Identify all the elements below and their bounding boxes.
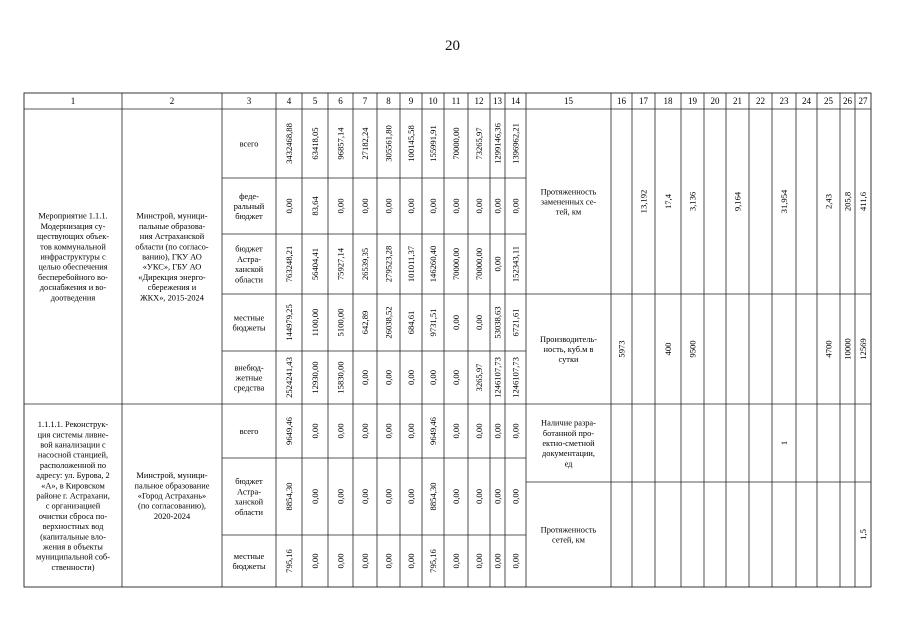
- funding-source-label: Астра-: [236, 487, 262, 497]
- funding-source-label: феде-: [239, 191, 259, 201]
- funding-source-label: бюджет: [235, 212, 263, 222]
- budget-value: 8854,30: [428, 482, 438, 511]
- indicator-label: ботанной про-: [542, 428, 595, 438]
- column-number: 18: [663, 96, 673, 106]
- budget-value: 15830,00: [335, 361, 346, 394]
- budget-value: 56404,41: [310, 247, 320, 281]
- budget-value: 795,16: [284, 549, 294, 573]
- funding-source-label: местные: [233, 313, 265, 323]
- measure-text: насосной станцией,: [37, 450, 109, 460]
- budget-value: 0,00: [360, 423, 370, 439]
- funding-source-label: бюджет: [235, 477, 263, 487]
- budget-value: 0,00: [474, 314, 484, 331]
- indicator-label: ность, куб.м в: [543, 345, 594, 354]
- column-number: 21: [733, 96, 742, 106]
- budget-value: 100145,58: [406, 125, 416, 162]
- budget-value: 1246107,73: [510, 357, 521, 398]
- executor-text: области (по согласо-: [135, 242, 209, 252]
- budget-value: 0,00: [428, 198, 438, 214]
- budget-value: 146260,40: [428, 245, 438, 283]
- budget-value: 1299146,36: [492, 123, 503, 164]
- budget-value: 73265,97: [474, 127, 484, 160]
- column-number: 11: [451, 96, 461, 106]
- budget-value: 0,00: [383, 488, 394, 505]
- funding-source-label: ральный: [233, 202, 265, 211]
- budget-value: 0,00: [310, 553, 320, 569]
- indicator-label: сутки: [558, 355, 579, 365]
- budget-value: 53038,63: [492, 306, 503, 339]
- budget-value: 9731,51: [428, 308, 438, 337]
- budget-value: 70000,00: [451, 127, 461, 160]
- budget-value: 75927,14: [335, 247, 346, 281]
- budget-value: 0,00: [406, 488, 416, 505]
- budget-value: 96857,14: [335, 127, 346, 160]
- measure-text: ственности): [51, 562, 95, 572]
- funding-source-label: всего: [239, 427, 259, 436]
- budget-value: 0,00: [383, 198, 394, 214]
- executor-text: ванию), ГКУ АО: [142, 252, 202, 262]
- budget-value: 0,00: [451, 198, 461, 214]
- budget-value: 27182,24: [360, 127, 370, 160]
- column-number: 17: [639, 96, 648, 106]
- column-number: 15: [564, 96, 573, 106]
- budget-value: 26038,52: [383, 306, 394, 339]
- column-number: 27: [858, 96, 868, 106]
- budget-value: 0,00: [406, 198, 416, 214]
- funding-source-label: местные: [233, 551, 265, 561]
- column-number: 14: [511, 96, 520, 106]
- indicator-value: 411,6: [858, 191, 868, 212]
- funding-source-label: жетные: [235, 373, 263, 383]
- budget-value: 642,89: [360, 310, 370, 335]
- measure-text: Модернизация су-: [40, 221, 106, 231]
- budget-value: 0,00: [360, 553, 370, 569]
- executor-text: Минстрой, муници-: [136, 211, 208, 221]
- funding-source-label: Астра-: [236, 254, 262, 264]
- budget-value: 0,00: [510, 553, 521, 569]
- budget-value: 0,00: [360, 198, 370, 214]
- budget-value: 0,00: [406, 369, 416, 386]
- measure-text: «А», в Кировском: [41, 481, 105, 491]
- indicator-value: 400: [663, 342, 673, 356]
- budget-value: 1100,00: [310, 308, 320, 337]
- column-number: 25: [824, 96, 833, 106]
- budget-value: 0,00: [428, 369, 438, 386]
- budget-value: 83,64: [310, 196, 320, 216]
- executor-text: пальное образование: [134, 481, 210, 491]
- executor-text: (по согласованию),: [138, 501, 206, 511]
- column-number: 12: [474, 96, 484, 106]
- executor-text: пальные образова-: [138, 221, 206, 231]
- budget-value: 5100,00: [335, 308, 346, 337]
- budget-value: 0,00: [284, 198, 294, 214]
- funding-source-label: всего: [239, 139, 259, 149]
- column-number: 8: [386, 96, 391, 106]
- budget-value: 0,00: [474, 198, 484, 214]
- indicator-label: Производитель-: [540, 334, 597, 344]
- executor-text: Минстрой, муници-: [136, 471, 208, 481]
- measure-text: районе г. Астрахани,: [36, 491, 110, 501]
- budget-value: 0,00: [451, 369, 461, 386]
- column-number: 13: [493, 96, 502, 106]
- measure-text: муниципальной соб-: [36, 552, 110, 562]
- indicator-label: Протяженность: [540, 525, 597, 535]
- budget-value: 70000,00: [451, 247, 461, 281]
- funding-source-label: области: [235, 507, 263, 517]
- budget-value: 0,00: [406, 423, 416, 439]
- indicator-value: 1,5: [858, 529, 868, 540]
- budget-value: 0,00: [406, 553, 416, 569]
- measure-text: доотведения: [50, 293, 96, 303]
- measure-text: адресу: ул. Бурова, 2: [36, 471, 110, 481]
- indicator-label: ед: [564, 459, 573, 469]
- measure-text: инфраструктуры с: [40, 252, 106, 262]
- budget-value: 0,00: [492, 256, 503, 272]
- budget-value: 0,00: [474, 423, 484, 439]
- budget-value: 12930,00: [310, 361, 320, 394]
- funding-source-label: внебюд-: [234, 363, 264, 373]
- column-number: 19: [688, 96, 697, 106]
- column-number: 6: [338, 96, 343, 106]
- column-number: 7: [362, 96, 368, 106]
- indicator-value: 3,136: [687, 191, 698, 212]
- column-number: 26: [843, 96, 852, 106]
- budget-value: 0,00: [492, 423, 503, 439]
- budget-value: 0,00: [451, 488, 461, 505]
- budget-value: 8854,30: [284, 482, 294, 511]
- budget-value: 2524241,43: [284, 357, 294, 398]
- executor-text: ЖКХ», 2015-2024: [140, 293, 204, 303]
- budget-value: 0,00: [383, 423, 394, 439]
- budget-value: 0,00: [360, 488, 370, 505]
- measure-text: очистки сброса по-: [38, 511, 108, 521]
- indicator-value: 31,954: [779, 189, 789, 214]
- budget-value: 0,00: [474, 553, 484, 569]
- budget-value: 0,00: [492, 198, 503, 214]
- executor-text: «Дирекция энерго-: [138, 272, 206, 282]
- column-number: 9: [408, 96, 414, 106]
- measure-text: целью обеспечения: [38, 262, 108, 272]
- budget-value: 1246107,73: [492, 357, 503, 398]
- measure-text: бесперебойного во-: [38, 272, 108, 282]
- indicator-value: 9,164: [732, 191, 743, 212]
- indicator-label: Наличие разра-: [541, 418, 596, 428]
- budget-value: 9649,46: [428, 417, 438, 445]
- column-number: 20: [710, 96, 720, 106]
- budget-value: 0,00: [360, 369, 370, 386]
- budget-value: 144979,25: [284, 304, 294, 341]
- indicator-value: 5973: [616, 340, 627, 358]
- budget-value: 0,00: [383, 553, 394, 569]
- column-number: 10: [428, 96, 438, 106]
- indicator-value: 9500: [687, 340, 698, 358]
- budget-value: 763248,21: [284, 245, 294, 283]
- measure-text: ществующих объек-: [36, 232, 110, 242]
- budget-value: 0,00: [451, 423, 461, 439]
- measure-text: жения в объекты: [43, 542, 103, 552]
- measure-text: с организацией: [45, 501, 101, 511]
- budget-value: 279523,28: [383, 245, 394, 283]
- budget-value: 152343,11: [510, 245, 521, 283]
- funding-source-label: бюджет: [235, 244, 263, 254]
- budget-value: 0,00: [474, 488, 484, 505]
- measure-text: ция системы ливне-: [37, 430, 109, 440]
- executor-text: ния Астраханской: [139, 232, 205, 242]
- budget-value: 3265,97: [474, 363, 484, 392]
- funding-source-label: средства: [233, 383, 265, 393]
- indicator-label: документации,: [542, 449, 595, 459]
- indicator-label: Протяженность: [540, 187, 597, 197]
- budget-value: 0,00: [510, 488, 521, 505]
- indicator-value: 17,4: [663, 193, 673, 210]
- budget-value: 0,00: [383, 369, 394, 386]
- measure-text: верхностных вод: [42, 522, 104, 532]
- funding-source-label: ханской: [234, 265, 264, 275]
- budget-value: 0,00: [310, 488, 320, 505]
- measure-text: вой канализации с: [40, 440, 106, 450]
- executor-text: 2020-2024: [153, 511, 191, 521]
- column-number: 16: [617, 96, 626, 106]
- budget-value: 6721,61: [510, 308, 521, 337]
- budget-value: 0,00: [510, 198, 521, 214]
- column-number: 2: [169, 96, 175, 106]
- budget-value: 684,61: [406, 310, 416, 335]
- indicator-value: 1: [779, 440, 789, 446]
- executor-text: «Город Астрахань»: [137, 491, 207, 501]
- measure-text: доснабжения и во-: [39, 283, 107, 293]
- budget-value: 1396962,21: [510, 123, 521, 164]
- budget-value: 0,00: [335, 488, 346, 505]
- indicator-value: 13,192: [638, 189, 649, 214]
- budget-value: 305561,80: [383, 125, 394, 162]
- indicator-value: 10000: [842, 338, 853, 360]
- budget-value: 63418,05: [310, 127, 320, 160]
- budget-value: 0,00: [335, 423, 346, 439]
- indicator-value: 205,8: [842, 191, 853, 212]
- budget-value: 0,00: [335, 553, 346, 569]
- budget-value: 9649,46: [284, 417, 294, 445]
- budget-value: 101011,37: [406, 245, 416, 283]
- funding-source-label: ханской: [234, 497, 264, 507]
- budget-value: 3432468,88: [284, 123, 294, 164]
- budget-value: 0,00: [335, 198, 346, 214]
- funding-source-label: бюджеты: [232, 323, 266, 333]
- indicator-value: 4700: [823, 340, 834, 358]
- funding-source-label: области: [235, 275, 263, 285]
- budget-value: 155991,91: [428, 125, 438, 162]
- budget-value: 0,00: [492, 488, 503, 505]
- budget-value: 0,00: [310, 423, 320, 439]
- page-number: 20: [445, 38, 460, 54]
- budget-value: 795,16: [428, 549, 438, 573]
- column-number: 5: [312, 96, 318, 106]
- budget-value: 26539,35: [360, 247, 370, 281]
- budget-value: 0,00: [492, 553, 503, 569]
- table-frame: [24, 93, 871, 587]
- indicator-label: сетей, км: [552, 535, 585, 545]
- budget-value: 70000,00: [474, 247, 484, 281]
- executor-text: сбережения и: [147, 283, 197, 293]
- executor-text: «УКС», ГБУ АО: [142, 262, 202, 272]
- budget-value: 0,00: [451, 553, 461, 569]
- measure-text: тов коммунальной: [40, 242, 106, 252]
- indicator-label: замененных се-: [540, 197, 597, 207]
- measure-text: (капитальные вло-: [40, 532, 106, 542]
- column-number: 24: [802, 96, 811, 106]
- indicator-value: 12569: [858, 338, 868, 360]
- measure-text: Мероприятие 1.1.1.: [38, 211, 108, 221]
- column-number: 3: [246, 96, 252, 106]
- column-number: 1: [70, 96, 76, 106]
- indicator-label: тей, км: [555, 207, 582, 217]
- budget-value: 0,00: [510, 423, 521, 439]
- column-number: 22: [756, 96, 765, 106]
- indicator-label: ектно-сметной: [542, 439, 595, 448]
- column-number: 23: [779, 96, 789, 106]
- column-number: 4: [286, 96, 292, 106]
- indicator-value: 2,43: [823, 193, 834, 210]
- funding-source-label: бюджеты: [232, 562, 266, 572]
- measure-text: расположенной по: [39, 460, 107, 470]
- measure-text: 1.1.1.1. Реконструк-: [37, 420, 109, 430]
- budget-value: 0,00: [451, 314, 461, 331]
